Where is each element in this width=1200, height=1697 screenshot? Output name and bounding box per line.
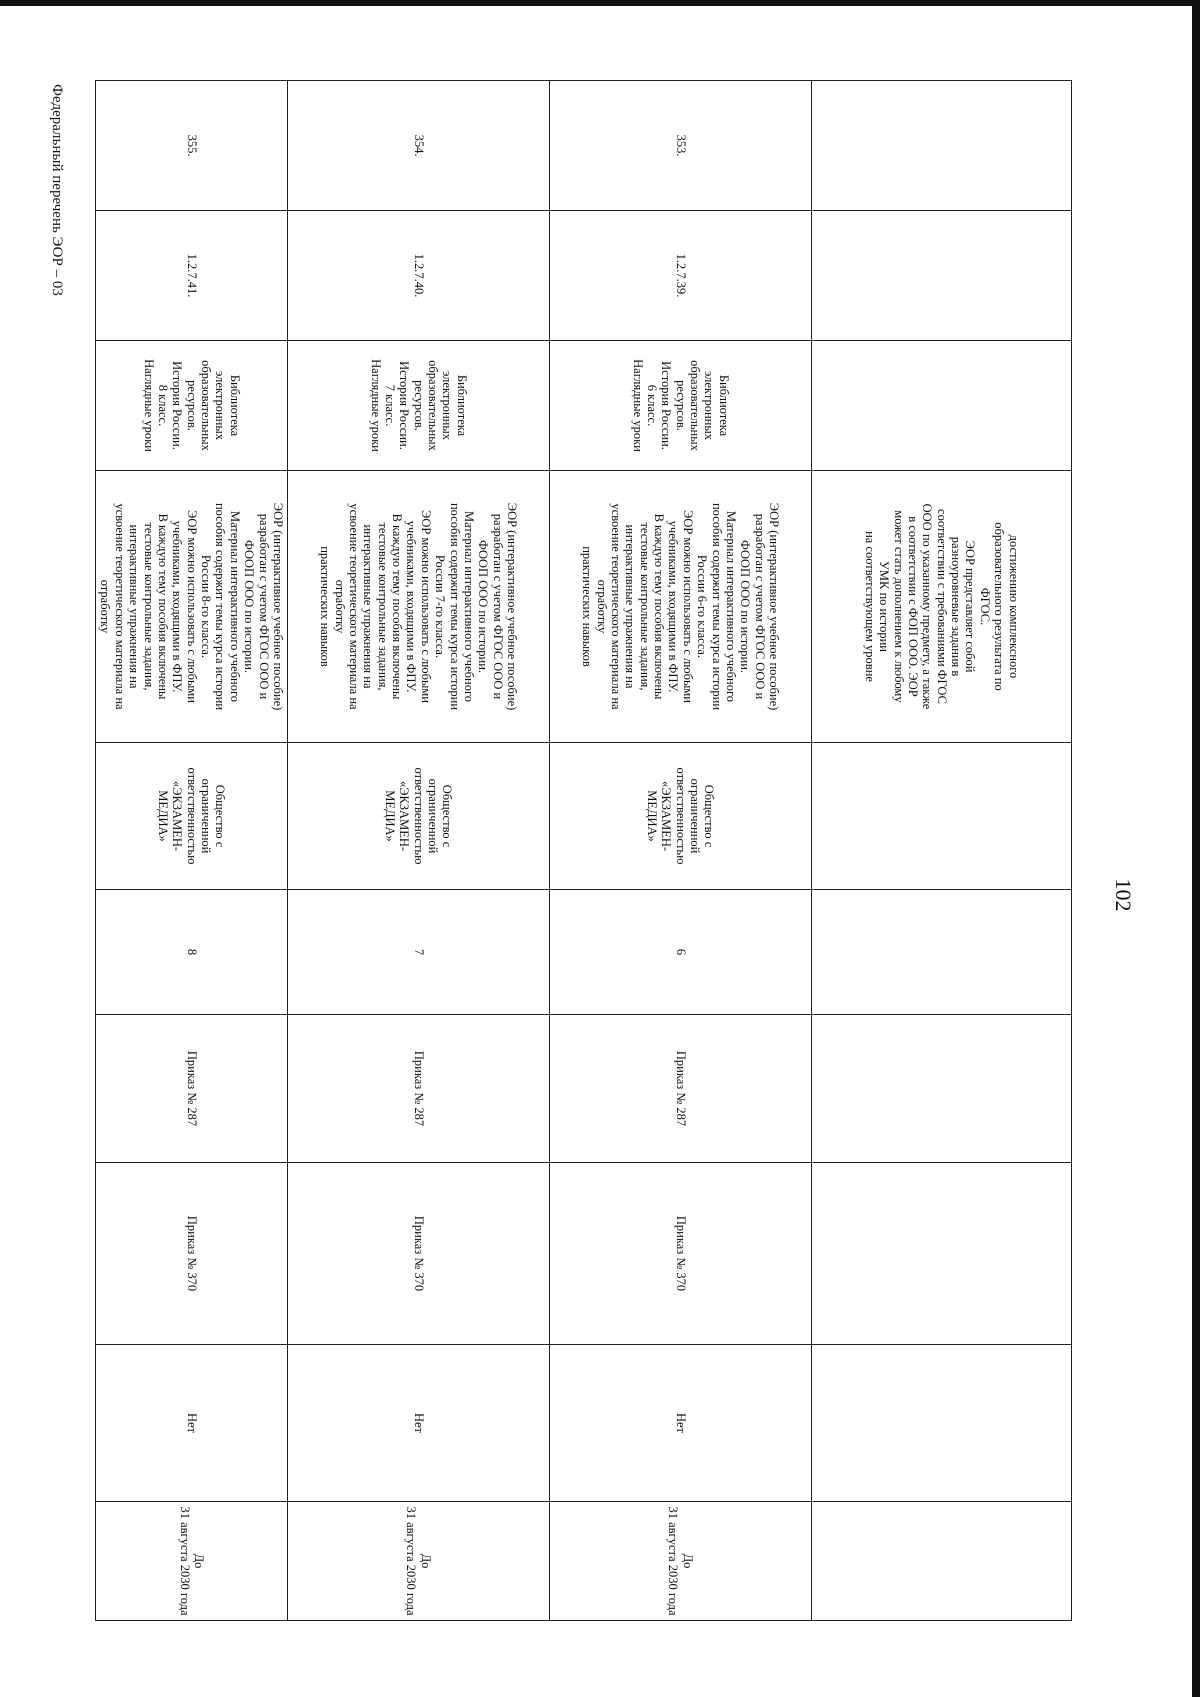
resource-description-line: разработан с учетом ФГОС ООО и: [256, 513, 271, 700]
resource-name-line: ресурсов.: [184, 380, 199, 431]
resource-description-line: тестовые контрольные задания,: [375, 522, 390, 691]
resource-name-line: 7 класс.: [382, 384, 397, 427]
resource-description-line: тестовые контрольные задания,: [637, 522, 652, 691]
resource-description-line: ЭОР (интерактивное учебное пособие): [271, 502, 285, 711]
organization-name-line: «ЭКЗАМЕН-: [397, 780, 412, 852]
grade-level: [812, 890, 1072, 1015]
table-row: [550, 81, 812, 1621]
order-370: Приказ № 370: [288, 1163, 550, 1345]
organization-name-line: ограниченной: [688, 778, 703, 854]
resource-description-line: достижению комплексного: [1006, 534, 1021, 679]
resource-name-line: Наглядные уроки: [368, 359, 383, 452]
resource-description-line: может стать дополнением к любому: [891, 510, 906, 703]
resource-name: [550, 341, 812, 471]
order-370: Приказ № 370: [96, 1163, 288, 1345]
resource-description-line: В каждую тему пособия включены: [652, 513, 667, 700]
organization-name-line: «ЭКЗАМЕН-: [659, 780, 674, 852]
grade-level: 7: [288, 890, 550, 1015]
resource-description-line: России 7-го класса.: [433, 554, 448, 659]
resource-description-line: учебниками, входящими в ФПУ.: [404, 520, 419, 693]
order-287: Приказ № 287: [550, 1015, 812, 1163]
resource-description-line: интерактивные упражнения на: [623, 524, 638, 689]
resource-description: [812, 471, 1072, 743]
resource-name-line: История России.: [659, 361, 674, 450]
resource-description-line: тестовые контрольные задания,: [141, 522, 156, 691]
order-287: [812, 1015, 1072, 1163]
grade-level: 8: [96, 890, 288, 1015]
row-code: 1.2.7.40.: [288, 211, 550, 341]
page-number: 102: [1111, 878, 1136, 912]
organization-name-line: Общество с: [440, 784, 455, 848]
deadline-cell-line: 31 августа 2030 года: [177, 1506, 192, 1616]
grade-level: 6: [550, 890, 812, 1015]
resource-name-line: Библиотека: [454, 374, 469, 437]
organization-name-line: ответственностью: [411, 767, 426, 865]
row-code: 1.2.7.41.: [96, 211, 288, 341]
resource-description-line: России 6-го класса.: [695, 554, 710, 659]
organization-name: [812, 743, 1072, 890]
resource-description-line: отработку: [594, 579, 609, 634]
rotated-page: [98, 80, 1072, 1620]
resource-description-line: УМК по истории: [877, 561, 892, 652]
resource-description-line: на соответствующем уровне: [862, 531, 877, 682]
resource-description-line: ЭОР можно использовать с любыми: [418, 510, 433, 703]
deadline-cell-line: 31 августа 2030 года: [404, 1506, 419, 1616]
resource-description-line: ООО по указанному предмету, а также: [920, 503, 935, 710]
row-number: [812, 81, 1072, 211]
resource-description-line: ФООП ООО по истории.: [476, 539, 491, 674]
resource-name-line: электронных: [213, 371, 228, 440]
resource-name-line: образовательных: [199, 360, 214, 451]
answer-cell: Нет: [550, 1345, 812, 1502]
table-row: [96, 81, 288, 1621]
resource-description-line: учебниками, входящими в ФПУ.: [666, 520, 681, 693]
resource-name-line: электронных: [702, 371, 717, 440]
answer-cell: [812, 1345, 1072, 1502]
resource-description: [550, 471, 812, 743]
resource-name-line: ресурсов.: [673, 380, 688, 431]
resource-name-line: Наглядные уроки: [141, 359, 156, 452]
order-287: Приказ № 287: [288, 1015, 550, 1163]
resource-description-line: практических навыков: [580, 546, 595, 667]
row-number: 354.: [288, 81, 550, 211]
organization-name: [96, 743, 288, 890]
resource-description-line: Материал интерактивного учебного: [724, 510, 738, 703]
deadline-cell: [96, 1502, 288, 1621]
resource-description-line: разработан с учетом ФГОС ООО и: [752, 513, 767, 700]
resource-description-line: интерактивные упражнения на: [127, 524, 142, 689]
resource-name-line: образовательных: [688, 360, 703, 451]
resource-description-line: усвоение теоретического материала на: [347, 503, 361, 710]
organization-name-line: ответственностью: [184, 767, 199, 865]
resource-description-line: разноуровневые задания в: [949, 536, 964, 677]
resource-name-line: 6 класс.: [644, 384, 659, 427]
resource-description: [96, 471, 288, 743]
resource-name-line: Библиотека: [716, 374, 731, 437]
resource-name: [288, 341, 550, 471]
order-370: [812, 1163, 1072, 1345]
resource-description-line: пособия содержит темы курса истории: [447, 502, 462, 711]
organization-name: [550, 743, 812, 890]
deadline-cell-line: До: [418, 1553, 433, 1569]
resource-description-line: ФООП ООО по истории.: [738, 539, 753, 674]
resource-description-line: образовательного результата по: [992, 522, 1007, 691]
resource-description-line: ФГОС.: [977, 587, 992, 626]
resource-description-line: практических навыков: [318, 546, 333, 667]
row-code: 1.2.7.39.: [550, 211, 812, 341]
organization-name-line: МЕДИА»: [156, 790, 170, 842]
row-code: [812, 211, 1072, 341]
order-287: Приказ № 287: [96, 1015, 288, 1163]
resource-name-line: История России.: [397, 361, 412, 450]
resource-name-line: Библиотека: [227, 374, 242, 437]
resource-description-line: в соответствии с ФОП ООО. ЭОР: [905, 516, 920, 697]
resource-description-line: пособия содержит темы курса истории: [213, 502, 228, 711]
eor-table: [95, 80, 1072, 1621]
organization-name-line: Общество с: [213, 784, 228, 848]
resource-description-line: Материал интерактивного учебного: [462, 510, 476, 703]
organization-name-line: «ЭКЗАМЕН-: [170, 780, 185, 852]
resource-description-line: ЭОР можно использовать с любыми: [680, 510, 695, 703]
resource-description-line: интерактивные упражнения на: [361, 524, 376, 689]
resource-name: [96, 341, 288, 471]
resource-description-line: ЭОР можно использовать с любыми: [184, 510, 199, 703]
deadline-cell: [550, 1502, 812, 1621]
organization-name-line: ограниченной: [199, 778, 214, 854]
resource-description-line: соответствии с требованиями ФГОС: [934, 509, 949, 704]
resource-name-line: Наглядные уроки: [630, 359, 645, 452]
resource-description-line: ЭОР представляет собой: [963, 540, 978, 673]
resource-description-line: усвоение теоретического материала на: [609, 503, 623, 710]
deadline-cell: [288, 1502, 550, 1621]
deadline-cell-line: До: [191, 1553, 206, 1569]
resource-description-line: России 8-го класса.: [199, 554, 214, 659]
resource-description-line: В каждую тему пособия включены: [390, 513, 405, 700]
resource-description-line: В каждую тему пособия включены: [156, 513, 170, 700]
row-number: 355.: [96, 81, 288, 211]
resource-description-line: учебниками, входящими в ФПУ.: [170, 520, 185, 693]
organization-name-line: ответственностью: [673, 767, 688, 865]
resource-description-line: усвоение теоретического материала на: [112, 503, 127, 710]
resource-description-line: разработан с учетом ФГОС ООО и: [490, 513, 505, 700]
organization-name-line: МЕДИА»: [644, 790, 659, 842]
deadline-cell: [812, 1502, 1072, 1621]
deadline-cell-line: До: [680, 1553, 695, 1569]
answer-cell: Нет: [96, 1345, 288, 1502]
resource-name-line: электронных: [440, 371, 455, 440]
resource-description-line: ЭОР (интерактивное учебное пособие): [767, 502, 782, 711]
table-row: [288, 81, 550, 1621]
answer-cell: Нет: [288, 1345, 550, 1502]
table-row: [812, 81, 1072, 1621]
resource-name-line: ресурсов.: [411, 380, 426, 431]
resource-description-line: пособия содержит темы курса истории: [709, 502, 724, 711]
resource-name-line: образовательных: [426, 360, 441, 451]
resource-description: [288, 471, 550, 743]
resource-name: [812, 341, 1072, 471]
organization-name-line: МЕДИА»: [382, 790, 397, 842]
resource-description-line: Материал интерактивного учебного: [227, 510, 242, 703]
resource-description-line: ЭОР (интерактивное учебное пособие): [505, 502, 520, 711]
organization-name-line: Общество с: [702, 784, 717, 848]
row-number: 353.: [550, 81, 812, 211]
resource-name-line: 8 класс.: [156, 384, 170, 427]
organization-name: [288, 743, 550, 890]
resource-name-line: История России.: [170, 361, 185, 450]
organization-name-line: ограниченной: [426, 778, 441, 854]
document-footer: Федеральный перечень ЭОР – 03: [49, 84, 65, 296]
resource-description-line: отработку: [98, 579, 113, 634]
scan-edge-top: [0, 0, 1200, 6]
resource-description-line: отработку: [332, 579, 347, 634]
scan-edge-right: [1192, 0, 1200, 1697]
resource-description-line: ФООП ООО по истории.: [242, 539, 257, 674]
deadline-cell-line: 31 августа 2030 года: [666, 1506, 681, 1616]
order-370: Приказ № 370: [550, 1163, 812, 1345]
